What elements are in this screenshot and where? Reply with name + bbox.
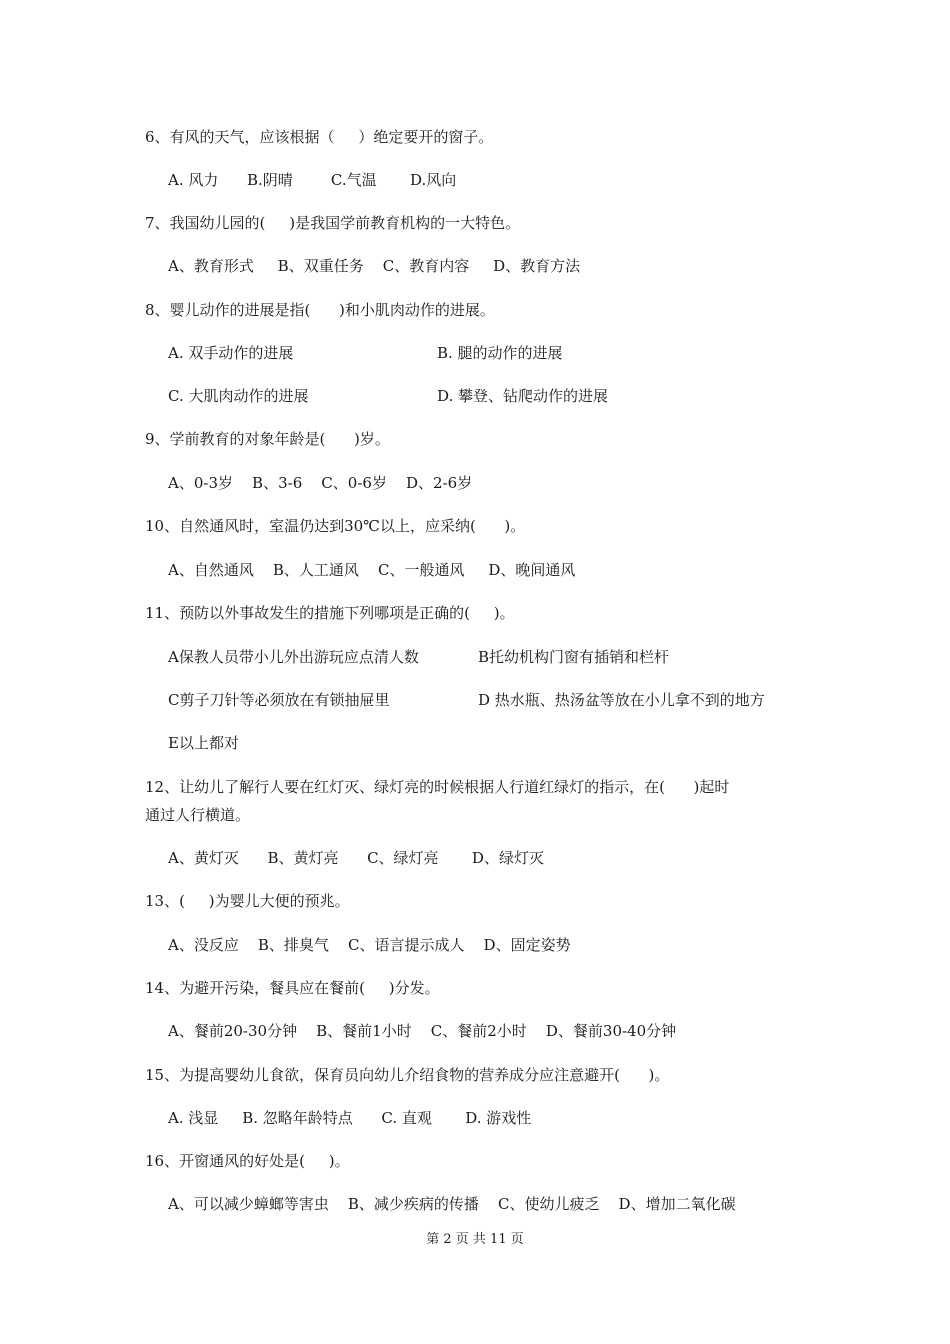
question-11-option-d: D 热水瓶、热汤盆等放在小儿拿不到的地方 <box>478 691 765 709</box>
question-13: 13、( )为婴儿大便的预兆。 <box>145 892 350 910</box>
question-11: 11、预防以外事故发生的措施下列哪项是正确的( )。 <box>145 604 515 622</box>
question-6-options: A. 风力 B.阴晴 C.气温 D.风向 <box>168 171 457 189</box>
question-16: 16、开窗通风的好处是( )。 <box>145 1152 350 1170</box>
question-10-options: A、自然通风 B、人工通风 C、一般通风 D、晚间通风 <box>168 561 576 579</box>
question-11-option-c: C剪子刀针等必须放在有锁抽屉里 <box>168 691 390 709</box>
question-8-option-c: C. 大肌肉动作的进展 <box>168 387 309 405</box>
question-8-option-b: B. 腿的动作的进展 <box>437 344 563 362</box>
question-8: 8、婴儿动作的进展是指( )和小肌肉动作的进展。 <box>145 301 495 319</box>
question-9-options: A、0-3岁 B、3-6 C、0-6岁 D、2-6岁 <box>168 474 473 492</box>
question-7-options: A、教育形式 B、双重任务 C、教育内容 D、教育方法 <box>168 257 581 275</box>
question-9: 9、学前教育的对象年龄是( )岁。 <box>145 430 390 448</box>
question-7: 7、我国幼儿园的( )是我国学前教育机构的一大特色。 <box>145 214 521 232</box>
question-16-options: A、可以减少蟑螂等害虫 B、减少疾病的传播 C、使幼儿疲乏 D、增加二氧化碳 <box>168 1195 736 1213</box>
question-12: 12、让幼儿了解行人要在红灯灭、绿灯亮的时候根据人行道红绿灯的指示，在( )起时 <box>145 778 730 796</box>
question-8-option-d: D. 攀登、钻爬动作的进展 <box>437 387 609 405</box>
question-14-options: A、餐前20-30分钟 B、餐前1小时 C、餐前2小时 D、餐前30-40分钟 <box>168 1022 677 1040</box>
question-15-options: A. 浅显 B. 忽略年龄特点 C. 直观 D. 游戏性 <box>168 1109 532 1127</box>
question-11-option-e: E以上都对 <box>168 734 239 752</box>
question-14: 14、为避开污染，餐具应在餐前( )分发。 <box>145 979 440 997</box>
question-12-options: A、黄灯灭 B、黄灯亮 C、绿灯亮 D、绿灯灭 <box>168 849 544 867</box>
question-11-option-b: B托幼机构门窗有插销和栏杆 <box>478 648 670 666</box>
question-10: 10、自然通风时，室温仍达到30℃以上，应采纳( )。 <box>145 517 526 535</box>
question-13-options: A、没反应 B、排臭气 C、语言提示成人 D、固定姿势 <box>168 936 571 954</box>
question-11-option-a: A保教人员带小儿外出游玩应点清人数 <box>168 648 419 666</box>
page-footer: 第 2 页 共 11 页 <box>426 1232 524 1247</box>
question-12-continued: 通过人行横道。 <box>145 806 251 824</box>
question-8-option-a: A. 双手动作的进展 <box>168 344 294 362</box>
question-6: 6、有风的天气，应该根据（ ）绝定要开的窗子。 <box>145 128 494 146</box>
question-15: 15、为提高婴幼儿食欲，保育员向幼儿介绍食物的营养成分应注意避开( )。 <box>145 1066 670 1084</box>
